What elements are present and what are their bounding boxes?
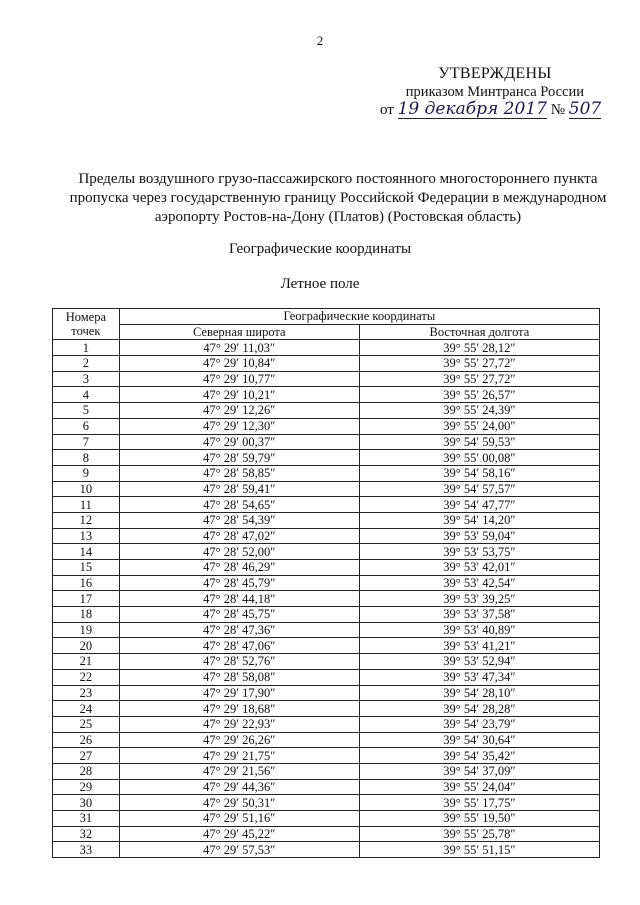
table-row xyxy=(53,481,600,497)
latitude-cell: 47° 29′ 11,03″ xyxy=(119,340,359,356)
point-number-cell: 33 xyxy=(53,842,120,858)
table-row xyxy=(53,340,600,356)
header-coordinates: Географические координаты xyxy=(119,309,599,325)
longitude-cell: 39° 53′ 53,75″ xyxy=(359,544,599,560)
table-row xyxy=(53,418,600,434)
table-row xyxy=(53,826,600,842)
point-number-cell: 17 xyxy=(53,591,120,607)
longitude-cell: 39° 54′ 37,09″ xyxy=(359,763,599,779)
longitude-cell: 39° 53′ 40,89″ xyxy=(359,622,599,638)
point-number-cell: 6 xyxy=(53,418,120,434)
latitude-cell: 47° 29′ 12,30″ xyxy=(119,418,359,434)
coordinates-table xyxy=(52,308,600,858)
table-row xyxy=(53,638,600,654)
longitude-cell: 39° 54′ 14,20″ xyxy=(359,512,599,528)
longitude-cell: 39° 55′ 24,04″ xyxy=(359,779,599,795)
latitude-cell: 47° 28′ 59,79″ xyxy=(119,450,359,466)
point-number-cell: 4 xyxy=(53,387,120,403)
table-row xyxy=(53,591,600,607)
latitude-cell: 47° 29′ 45,22″ xyxy=(119,826,359,842)
header-point-number: Номера точек xyxy=(53,309,120,340)
longitude-cell: 39° 53′ 37,58″ xyxy=(359,607,599,623)
longitude-cell: 39° 54′ 30,64″ xyxy=(359,732,599,748)
longitude-cell: 39° 54′ 28,10″ xyxy=(359,685,599,701)
point-number-cell: 20 xyxy=(53,638,120,654)
table-row xyxy=(53,842,600,858)
table-row xyxy=(53,497,600,513)
table-row xyxy=(53,795,600,811)
latitude-cell: 47° 28′ 58,85″ xyxy=(119,465,359,481)
table-row xyxy=(53,607,600,623)
longitude-cell: 39° 54′ 57,57″ xyxy=(359,481,599,497)
latitude-cell: 47° 28′ 54,39″ xyxy=(119,512,359,528)
latitude-cell: 47° 29′ 22,93″ xyxy=(119,716,359,732)
latitude-cell: 47° 28′ 59,41″ xyxy=(119,481,359,497)
latitude-cell: 47° 28′ 54,65″ xyxy=(119,497,359,513)
point-number-cell: 15 xyxy=(53,560,120,576)
point-number-cell: 23 xyxy=(53,685,120,701)
header-longitude: Восточная долгота xyxy=(359,324,599,340)
header-latitude: Северная широта xyxy=(119,324,359,340)
point-number-cell: 21 xyxy=(53,654,120,670)
point-number-cell: 2 xyxy=(53,356,120,372)
table-row xyxy=(53,763,600,779)
latitude-cell: 47° 29′ 10,84″ xyxy=(119,356,359,372)
longitude-cell: 39° 53′ 42,01″ xyxy=(359,560,599,576)
latitude-cell: 47° 28′ 52,00″ xyxy=(119,544,359,560)
table-row xyxy=(53,371,600,387)
order-number-label: № xyxy=(550,102,566,118)
longitude-cell: 39° 55′ 26,57″ xyxy=(359,387,599,403)
longitude-cell: 39° 55′ 19,50″ xyxy=(359,811,599,827)
point-number-cell: 9 xyxy=(53,465,120,481)
latitude-cell: 47° 29′ 21,56″ xyxy=(119,763,359,779)
handwritten-number: 507 xyxy=(568,99,602,119)
document-heading: Пределы воздушного грузо-пассажирского постоянного многостороннего пункта пропуска через государственную границу Российской Федерации в международном аэропорту Ростов-на-Дону (Платов) (Ростовская область) xyxy=(69,171,607,225)
table-row xyxy=(53,685,600,701)
table-row xyxy=(53,575,600,591)
page-number: 2 xyxy=(316,33,324,48)
table-row xyxy=(53,387,600,403)
point-number-cell: 26 xyxy=(53,732,120,748)
latitude-cell: 47° 29′ 12,26″ xyxy=(119,403,359,419)
order-prefix: от xyxy=(380,102,394,118)
point-number-cell: 10 xyxy=(53,481,120,497)
latitude-cell: 47° 29′ 44,36″ xyxy=(119,779,359,795)
point-number-cell: 29 xyxy=(53,779,120,795)
longitude-cell: 39° 53′ 59,04″ xyxy=(359,528,599,544)
latitude-cell: 47° 29′ 00,37″ xyxy=(119,434,359,450)
longitude-cell: 39° 54′ 35,42″ xyxy=(359,748,599,764)
latitude-cell: 47° 29′ 18,68″ xyxy=(119,701,359,717)
latitude-cell: 47° 28′ 47,06″ xyxy=(119,638,359,654)
longitude-cell: 39° 54′ 23,79″ xyxy=(359,716,599,732)
point-number-cell: 24 xyxy=(53,701,120,717)
longitude-cell: 39° 54′ 59,53″ xyxy=(359,434,599,450)
table-row xyxy=(53,403,600,419)
longitude-cell: 39° 55′ 27,72″ xyxy=(359,356,599,372)
approval-order-line: приказом Минтранса России xyxy=(405,84,584,100)
latitude-cell: 47° 29′ 10,77″ xyxy=(119,371,359,387)
point-number-cell: 11 xyxy=(53,497,120,513)
longitude-cell: 39° 54′ 47,77″ xyxy=(359,497,599,513)
section-title: Летное поле xyxy=(280,276,360,292)
latitude-cell: 47° 29′ 10,21″ xyxy=(119,387,359,403)
table-row xyxy=(53,465,600,481)
approval-title: УТВЕРЖДЕНЫ xyxy=(438,65,552,82)
point-number-cell: 12 xyxy=(53,512,120,528)
order-date-number xyxy=(380,101,601,119)
latitude-cell: 47° 29′ 50,31″ xyxy=(119,795,359,811)
point-number-cell: 3 xyxy=(53,371,120,387)
table-row xyxy=(53,544,600,560)
longitude-cell: 39° 55′ 24,00″ xyxy=(359,418,599,434)
point-number-cell: 14 xyxy=(53,544,120,560)
latitude-cell: 47° 29′ 51,16″ xyxy=(119,811,359,827)
point-number-cell: 1 xyxy=(53,340,120,356)
longitude-cell: 39° 53′ 52,94″ xyxy=(359,654,599,670)
point-number-cell: 30 xyxy=(53,795,120,811)
table-row xyxy=(53,450,600,466)
table-row xyxy=(53,732,600,748)
latitude-cell: 47° 29′ 17,90″ xyxy=(119,685,359,701)
longitude-cell: 39° 53′ 41,21″ xyxy=(359,638,599,654)
table-row xyxy=(53,528,600,544)
point-number-cell: 13 xyxy=(53,528,120,544)
latitude-cell: 47° 28′ 47,02″ xyxy=(119,528,359,544)
table-row xyxy=(53,560,600,576)
longitude-cell: 39° 55′ 27,72″ xyxy=(359,371,599,387)
longitude-cell: 39° 54′ 28,28″ xyxy=(359,701,599,717)
table-row xyxy=(53,512,600,528)
longitude-cell: 39° 55′ 51,15″ xyxy=(359,842,599,858)
latitude-cell: 47° 28′ 45,75″ xyxy=(119,607,359,623)
longitude-cell: 39° 55′ 24,39″ xyxy=(359,403,599,419)
longitude-cell: 39° 53′ 47,34″ xyxy=(359,669,599,685)
point-number-cell: 28 xyxy=(53,763,120,779)
point-number-cell: 27 xyxy=(53,748,120,764)
table-row xyxy=(53,811,600,827)
table-row xyxy=(53,748,600,764)
point-number-cell: 18 xyxy=(53,607,120,623)
point-number-cell: 22 xyxy=(53,669,120,685)
longitude-cell: 39° 55′ 28,12″ xyxy=(359,340,599,356)
approval-block xyxy=(406,65,584,101)
table-row xyxy=(53,434,600,450)
longitude-cell: 39° 55′ 00,08″ xyxy=(359,450,599,466)
longitude-cell: 39° 53′ 39,25″ xyxy=(359,591,599,607)
point-number-cell: 25 xyxy=(53,716,120,732)
point-number-cell: 5 xyxy=(53,403,120,419)
table-row xyxy=(53,356,600,372)
point-number-cell: 8 xyxy=(53,450,120,466)
latitude-cell: 47° 28′ 58,08″ xyxy=(119,669,359,685)
point-number-cell: 31 xyxy=(53,811,120,827)
table-row xyxy=(53,716,600,732)
latitude-cell: 47° 29′ 57,53″ xyxy=(119,842,359,858)
table-row xyxy=(53,779,600,795)
table-row xyxy=(53,654,600,670)
longitude-cell: 39° 54′ 58,16″ xyxy=(359,465,599,481)
longitude-cell: 39° 55′ 25,78″ xyxy=(359,826,599,842)
table-row xyxy=(53,701,600,717)
latitude-cell: 47° 29′ 21,75″ xyxy=(119,748,359,764)
table-row xyxy=(53,669,600,685)
table-row xyxy=(53,622,600,638)
point-number-cell: 16 xyxy=(53,575,120,591)
point-number-cell: 32 xyxy=(53,826,120,842)
longitude-cell: 39° 55′ 17,75″ xyxy=(359,795,599,811)
latitude-cell: 47° 28′ 52,76″ xyxy=(119,654,359,670)
latitude-cell: 47° 28′ 44,18″ xyxy=(119,591,359,607)
latitude-cell: 47° 28′ 47,36″ xyxy=(119,622,359,638)
latitude-cell: 47° 28′ 46,29″ xyxy=(119,560,359,576)
handwritten-date: 19 декабря 2017 xyxy=(397,99,547,119)
latitude-cell: 47° 28′ 45,79″ xyxy=(119,575,359,591)
document-subheading: Географические координаты xyxy=(228,241,412,257)
point-number-cell: 7 xyxy=(53,434,120,450)
latitude-cell: 47° 29′ 26,26″ xyxy=(119,732,359,748)
point-number-cell: 19 xyxy=(53,622,120,638)
longitude-cell: 39° 53′ 42,54″ xyxy=(359,575,599,591)
